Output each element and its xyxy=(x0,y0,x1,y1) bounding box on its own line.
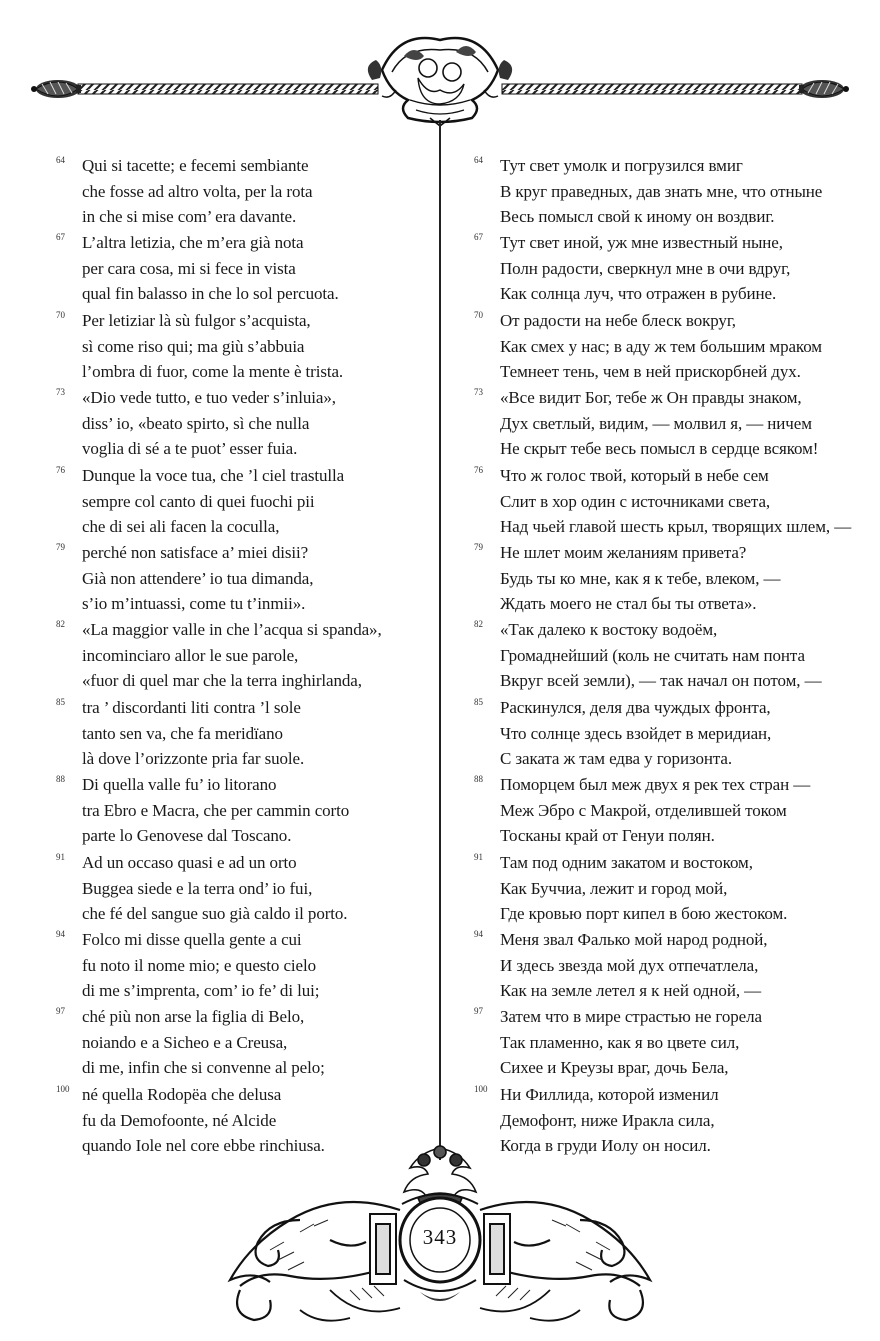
verse-number: 82 xyxy=(56,619,65,630)
verse-number: 73 xyxy=(474,387,483,398)
verse-line: in che si mise com’ era davante. xyxy=(82,207,297,226)
verse-number: 79 xyxy=(474,541,483,552)
verse-line: «Так далеко к востоку водоём, xyxy=(500,620,718,640)
verse-line: per cara cosa, mi si fece in vista xyxy=(82,259,296,279)
verse-number: 73 xyxy=(56,387,65,398)
verse-line: che di sei ali facen la coculla, xyxy=(82,516,280,536)
verse-line: Dunque la voce tua, che ’l ciel trastulla xyxy=(82,465,345,485)
stanza-76 xyxy=(56,462,426,539)
verse-line: Меня звал Фалько мой народ родной, xyxy=(500,929,768,949)
verse-line: né quella Rodopëa che delusa xyxy=(82,1084,282,1104)
verse-line: Già non attendere’ io tua dimanda, xyxy=(82,568,314,588)
stanza-82 xyxy=(474,616,844,693)
verse-line: «fuor di quel mar che la terra inghirlanda, xyxy=(82,671,362,691)
verse-line: Ad un occaso quasi e ad un orto xyxy=(82,852,297,872)
verse-line: Per letiziar là sù fulgor s’acquista, xyxy=(82,310,311,330)
page-number: 343 xyxy=(422,1225,458,1249)
verse-line: Как Буччиа, лежит и город мой, xyxy=(500,878,728,898)
verse-line: Сихее и Креузы враг, дочь Бела, xyxy=(500,1058,729,1078)
stanza-91 xyxy=(56,849,426,926)
verse-line: Когда в груди Иолу он носил. xyxy=(500,1135,711,1155)
verse-line: «La maggior valle in che l’acqua si spanda», xyxy=(82,620,382,640)
verse-number: 76 xyxy=(474,464,483,475)
verse-number: 88 xyxy=(474,774,483,785)
stanza-73 xyxy=(56,384,426,461)
verse-line: Громаднейший (коль не считать нам понта xyxy=(500,646,805,666)
verse-number: 64 xyxy=(474,155,483,165)
cherub-cartouche-icon xyxy=(368,38,512,126)
russian-text-column xyxy=(474,152,852,1158)
verse-number: 100 xyxy=(56,1083,70,1094)
verse-line: Где кровью порт кипел в бою жестоком. xyxy=(500,903,788,923)
verse-line: Дух светлый, видим, — молвил я, — ничем xyxy=(500,414,812,434)
stanza-79 xyxy=(56,539,426,616)
verse-line: Qui si tacette; e fecemi sembiante xyxy=(82,156,309,175)
verse-number: 94 xyxy=(474,928,483,939)
verse-line: di me, infin che si convenne al pelo; xyxy=(82,1058,325,1078)
center-divider-rule xyxy=(439,120,441,1160)
verse-number: 67 xyxy=(56,232,65,243)
verse-line: Как солнца луч, что отражен в рубине. xyxy=(500,284,777,304)
stanza-73 xyxy=(474,384,844,461)
verse-number: 85 xyxy=(474,696,483,707)
verse-line: che fé del sangue suo già caldo il porto. xyxy=(82,903,348,923)
verse-line: voglia di sé a te puot’ esser fuia. xyxy=(82,439,298,459)
verse-line: sì come riso qui; ma giù s’abbuia xyxy=(82,336,305,356)
verse-number: 100 xyxy=(474,1083,488,1094)
verse-number: 79 xyxy=(56,541,65,552)
verse-line: di me s’imprenta, com’ io fe’ di lui; xyxy=(82,980,320,1000)
verse-line: Поморцем был меж двух я рек тех стран — xyxy=(500,775,811,795)
verse-line: «Dio vede tutto, e tuo veder s’inluia», xyxy=(82,388,336,408)
verse-line: И здесь звезда мой дух отпечатлела, xyxy=(500,955,759,975)
verse-line: tra ’ discordanti liti contra ’l sole xyxy=(82,697,301,717)
stanza-94 xyxy=(56,926,426,1003)
stanza-94 xyxy=(474,926,844,1003)
verse-number: 85 xyxy=(56,696,65,707)
verse-number: 70 xyxy=(56,309,65,320)
verse-line: tanto sen va, che fa meridïano xyxy=(82,723,283,743)
verse-line: L’altra letizia, che m’era già nota xyxy=(82,233,304,253)
verse-line: tra Ebro e Macra, che per cammin corto xyxy=(82,801,350,821)
stanza-76 xyxy=(474,462,852,539)
verse-number: 64 xyxy=(56,155,65,165)
stanza-64 xyxy=(56,152,426,229)
verse-line: diss’ io, «beato spirto, sì che nulla xyxy=(82,414,310,434)
verse-line: Как смех у нас; в аду ж тем большим мраком xyxy=(500,336,822,356)
verse-line: От радости на небе блеск вокруг, xyxy=(500,310,736,330)
verse-line: Вкруг всей земли), — так начал он потом, — xyxy=(500,671,822,691)
stanza-85 xyxy=(56,694,426,771)
verse-line: Полн радости, сверкнул мне в очи вдруг, xyxy=(500,259,791,279)
verse-line: Тут свет умолк и погрузился вмиг xyxy=(500,156,743,175)
verse-line: ché più non arse la figlia di Belo, xyxy=(82,1007,305,1027)
verse-line: Слит в хор один с источниками света, xyxy=(500,491,771,511)
stanza-88 xyxy=(56,771,426,848)
stanza-88 xyxy=(474,771,844,848)
verse-line: В круг праведных, дав знать мне, что отныне xyxy=(500,182,823,201)
verse-line: Затем что в мире страстью не горела xyxy=(500,1007,762,1027)
verse-line: Раскинулся, деля два чуждых фронта, xyxy=(500,697,771,717)
verse-number: 88 xyxy=(56,774,65,785)
verse-number: 82 xyxy=(474,619,483,630)
stanza-67 xyxy=(474,229,844,306)
verse-line: che fosse ad altro volta, per la rota xyxy=(82,182,313,201)
verse-line: Ждать моего не стал бы ты ответа». xyxy=(500,593,757,613)
verse-number: 97 xyxy=(474,1006,483,1017)
verse-line: Тут свет иной, уж мне известный ныне, xyxy=(500,233,783,253)
verse-line: С заката ж там едва у горизонта. xyxy=(500,748,732,768)
stanza-85 xyxy=(474,694,844,771)
verse-line: Что ж голос твой, который в небе сем xyxy=(500,465,769,485)
verse-line: Что солнце здесь взойдет в меридиан, xyxy=(500,723,772,743)
verse-line: Не шлет моим желаниям привета? xyxy=(500,542,747,562)
verse-line: Весь помысл свой к иному он воздвиг. xyxy=(500,207,775,226)
stanza-82 xyxy=(56,616,426,693)
verse-number: 97 xyxy=(56,1006,65,1017)
verse-line: s’io m’intuassi, come tu t’inmii». xyxy=(82,593,306,613)
verse-line: Меж Эбро с Макрой, отделившей током xyxy=(500,801,787,821)
verse-number: 91 xyxy=(56,851,65,862)
stanza-91 xyxy=(474,849,844,926)
verse-line: Не скрыт тебе весь помысл в сердце всяком! xyxy=(500,439,819,459)
stanza-64 xyxy=(474,152,844,229)
verse-line: Над чьей главой шесть крыл, творящих шлем, — xyxy=(500,516,852,536)
verse-line: Folco mi disse quella gente a cui xyxy=(82,929,302,949)
verse-line: Тосканы край от Генуи полян. xyxy=(500,826,715,846)
verse-line: perché non satisface a’ miei disii? xyxy=(82,542,309,562)
verse-line: Ни Филлида, которой изменил xyxy=(500,1084,719,1104)
verse-line: Темнеет тень, чем в ней прискорбней дух. xyxy=(500,361,801,381)
verse-line: fu da Demofoonte, né Alcide xyxy=(82,1110,277,1130)
verse-number: 91 xyxy=(474,851,483,862)
verse-line: Так пламенно, как я во цвете сил, xyxy=(500,1033,740,1053)
verse-line: qual fin balasso in che lo sol percuota. xyxy=(82,284,339,304)
verse-number: 67 xyxy=(474,232,483,243)
verse-number: 70 xyxy=(474,309,483,320)
verse-number: 94 xyxy=(56,928,65,939)
verse-line: Демофонт, ниже Иракла сила, xyxy=(500,1110,715,1130)
verse-line: parte lo Genovese dal Toscano. xyxy=(82,826,292,846)
verse-line: quando Iole nel core ebbe rinchiusa. xyxy=(82,1135,325,1155)
left-finial-icon xyxy=(31,80,81,98)
verse-line: «Все видит Бог, тебе ж Он правды знаком, xyxy=(500,388,802,408)
stanza-67 xyxy=(56,229,426,306)
stanza-70 xyxy=(56,307,426,384)
verse-line: Будь ты ко мне, как я к тебе, влеком, — xyxy=(500,568,781,588)
stanza-70 xyxy=(474,307,844,384)
verse-line: là dove l’orizzonte pria far suole. xyxy=(82,748,305,768)
stanza-97 xyxy=(56,1003,426,1080)
verse-line: Как на земле летел я к ней одной, — xyxy=(500,980,762,1000)
verse-line: incominciaro allor le sue parole, xyxy=(82,646,299,666)
italian-text-column xyxy=(56,152,426,1158)
verse-number: 76 xyxy=(56,464,65,475)
verse-line: l’ombra di fuor, come la mente è trista. xyxy=(82,361,344,381)
verse-line: Di quella valle fu’ io litorano xyxy=(82,775,277,795)
verse-line: fu noto il nome mio; e questo cielo xyxy=(82,955,316,975)
verse-line: Buggea siede e la terra ond’ io fui, xyxy=(82,878,313,898)
stanza-97 xyxy=(474,1003,844,1080)
stanza-79 xyxy=(474,539,844,616)
right-finial-icon xyxy=(799,80,849,98)
verse-line: noiando e a Sicheo e a Creusa, xyxy=(82,1033,288,1053)
verse-line: Там под одним закатом и востоком, xyxy=(500,852,753,872)
verse-line: sempre col canto di quei fuochi pii xyxy=(82,491,315,511)
